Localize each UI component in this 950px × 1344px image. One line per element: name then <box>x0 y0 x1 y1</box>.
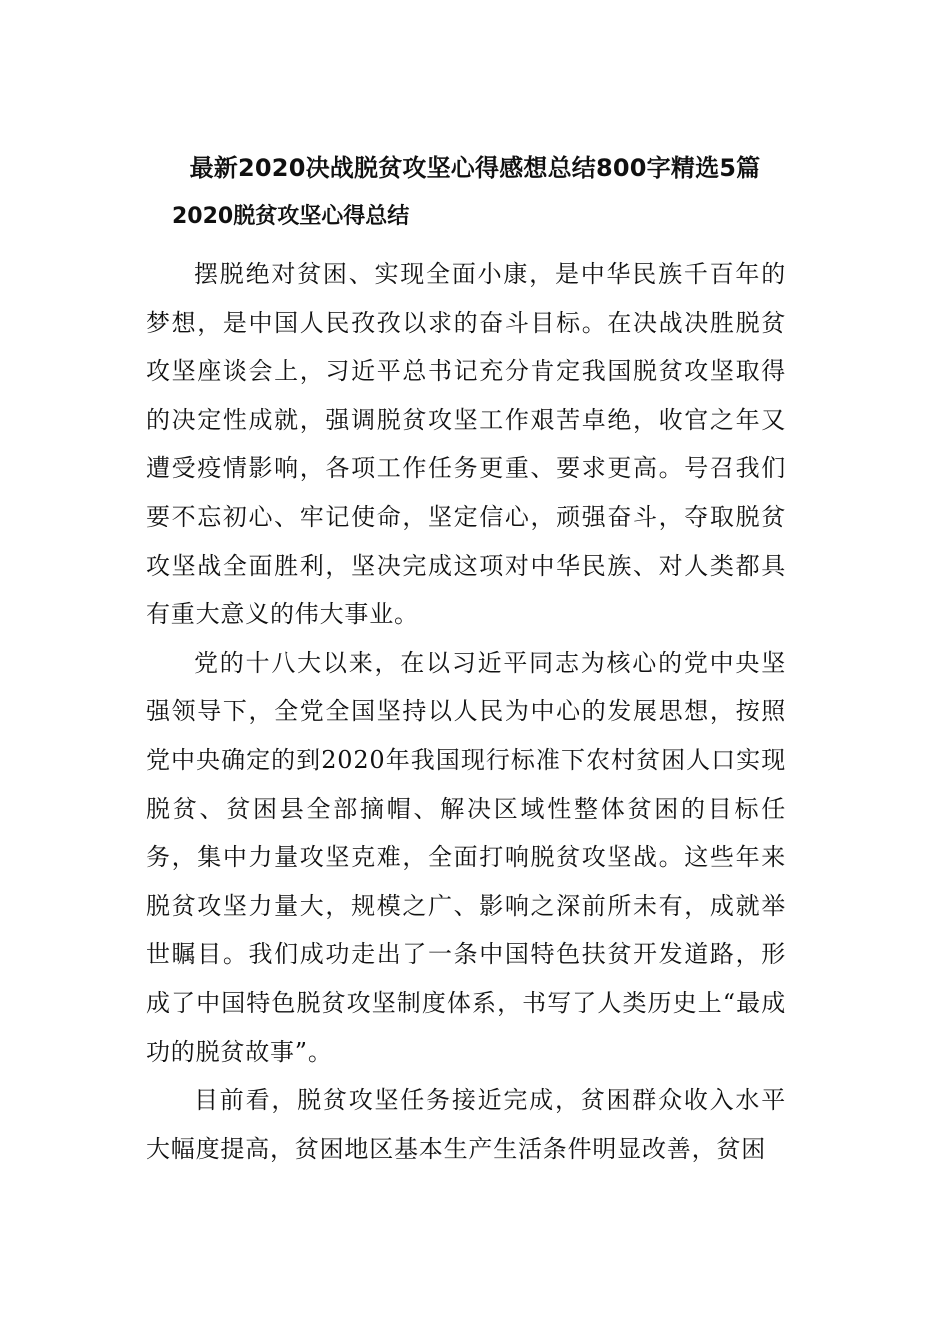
paragraph: 党的十八大以来，在以习近平同志为核心的党中央坚强领导下，全党全国坚持以人民为中心的发展思想，按照党中央确定的到2020年我国现行标准下农村贫困人口实现脱贫、贫困县全部摘帽、解决区域性整体贫困的目标任务，集中力量攻坚克难，全面打响脱贫攻坚战。这些年来脱贫攻坚力量大，规模之广、影响之深前所未有，成就举世瞩目。我们成功走出了一条中国特色扶贫开发道路，形成了中国特色脱贫攻坚制度体系，书写了人类历史上“最成功的脱贫故事”。 <box>146 648 786 1066</box>
document-body <box>146 250 786 1173</box>
document-title: 最新2020决战脱贫攻坚心得感想总结800字精选5篇 <box>189 154 761 182</box>
section-heading: 2020脱贫攻坚心得总结 <box>172 204 410 229</box>
paragraph: 摆脱绝对贫困、实现全面小康，是中华民族千百年的梦想，是中国人民孜孜以求的奋斗目标。在决战决胜脱贫攻坚座谈会上，习近平总书记充分肯定我国脱贫攻坚取得的决定性成就，强调脱贫攻坚工作艰苦卓绝，收官之年又遭受疫情影响，各项工作任务更重、要求更高。号召我们要不忘初心、牢记使命，坚定信心，顽强奋斗，夺取脱贫攻坚战全面胜利，坚决完成这项对中华民族、对人类都具有重大意义的伟大事业。 <box>146 260 786 629</box>
paragraph: 目前看，脱贫攻坚任务接近完成，贫困群众收入水平大幅度提高，贫困地区基本生产生活条件明显改善，贫困 <box>146 1086 786 1163</box>
